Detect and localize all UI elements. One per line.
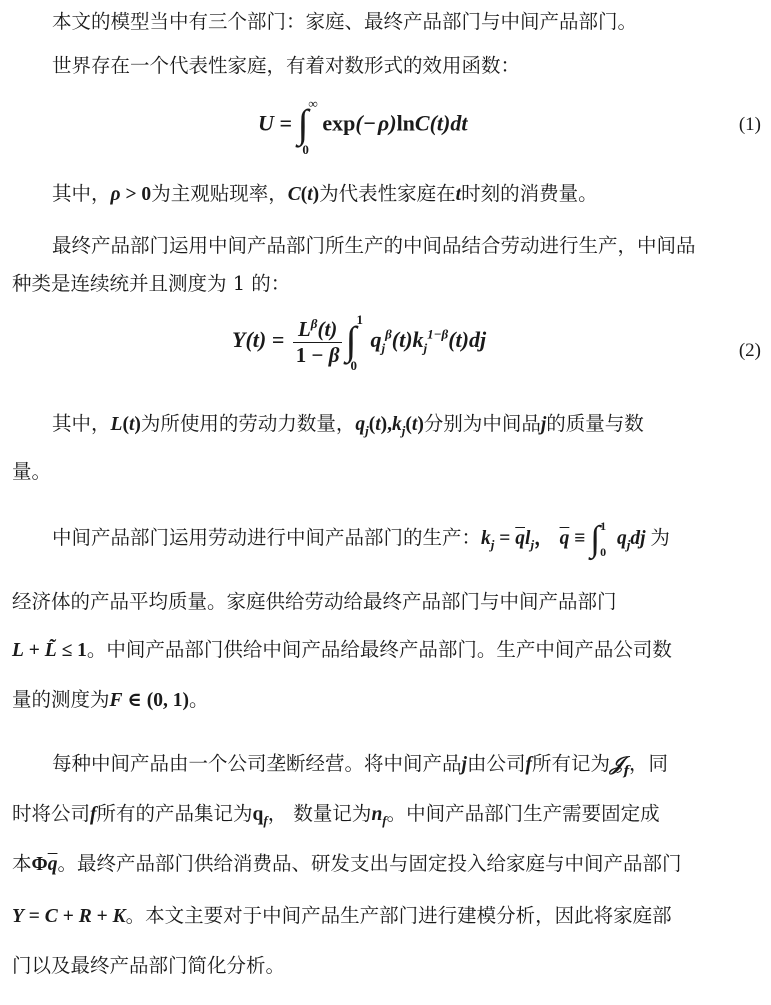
equation-2-number: (2) [738, 340, 761, 361]
paragraph-monopoly-l2: 时将公司f所有的产品集记为$q_f$， 数量记为$n_f$。中间产品部门生产需要固定成 [12, 802, 660, 828]
equation-1-body: U = ∫ ∞ 0 exp(− ρ)lnC(t)dt [258, 95, 468, 157]
text: 。最终产品部门供给消费品、研发支出与固定投入给家庭与中间产品部门 [57, 852, 682, 875]
math-consumption: C [287, 184, 301, 205]
equation-1 [0, 95, 771, 158]
text: 世界存在一个代表性家庭，有着对数形式的效用函数： [52, 54, 521, 77]
text: 。本文主要对于中间产品生产部门进行建模分析，因此将家庭部 [125, 904, 672, 927]
text: 为代表性家庭在 [319, 182, 456, 205]
text: 分别为中间品 [423, 412, 541, 435]
math-rho: ρ [110, 184, 121, 205]
paragraph-intermediate-l3: L + L̃ ≤ 1。中间产品部门供给中间产品给最终产品部门。生产中间产品公司数 [12, 638, 672, 661]
paragraph-monopoly-l1: 每种中间产品由一个公司垄断经营。将中间产品j由公司f所有记为𝒥$_f$，同 [52, 752, 669, 779]
text: 的质量与数 [546, 412, 644, 435]
paragraph-production-l2 [12, 270, 763, 298]
text: 门以及最终产品部门简化分析。 [12, 954, 286, 977]
text: 时刻的消费量。 [461, 182, 598, 205]
text: 每种中间产品由一个公司垄断经营。将中间产品 [52, 752, 462, 775]
text: ， 数量记为 [267, 802, 372, 825]
equation-1-number: (1) [738, 114, 761, 135]
paragraph-intermediate-l2 [12, 588, 763, 616]
text: ，同 [629, 752, 669, 775]
text: 时将公司 [12, 802, 91, 825]
text: 其中， [52, 412, 111, 435]
text: 。中间产品部门生产需要固定成 [386, 802, 660, 825]
paragraph-sectors [52, 8, 763, 36]
paragraph-intermediate-l4: 量的测度为F ∈ (0, 1)。 [12, 688, 209, 711]
text: 量的测度为 [12, 688, 110, 711]
paragraph-inputs-l1: 其中，L(t)为所使用的劳动力数量，$q_j(t),k_j(t)$分别为中间品j的质量与数 [52, 412, 644, 438]
paragraph-monopoly-l4: Y = C + R + K。本文主要对于中间产品生产部门进行建模分析，因此将家庭部 [12, 904, 672, 927]
paragraph-inputs-l2 [12, 458, 763, 486]
text: 所有的产品集记为 [96, 802, 253, 825]
text: 由公司 [466, 752, 526, 775]
paragraph-monopoly-l3: 本$\Phi\overline{q}$。最终产品部门供给消费品、研发支出与固定投入给家庭与中间产品部门 [12, 852, 682, 875]
text: 所有记为 [531, 752, 610, 775]
paragraph-production-l1 [52, 232, 763, 260]
equation-2-body: Y(t) = $\frac{L^\beta(t)}{1 - \beta}$ ∫ 1 0 $q_j^\beta(t)k_j^{1-\beta}(t)dj$ [232, 312, 487, 373]
text: 本 [12, 852, 32, 875]
text: 种类是连续统并且测度为 1 的： [12, 272, 291, 295]
paragraph-monopoly-l5 [12, 952, 763, 980]
paragraph-intermediate-l1: 中间产品部门运用劳动进行中间产品部门的生产：$k_j = \overline{q}l_j$， $\overline{q} \equiv \int^1_0$ $q_jdj$ 为 [52, 518, 670, 559]
text: 经济体的产品平均质量。家庭供给劳动给最终产品部门与中间产品部门 [12, 590, 617, 613]
equation-2 [0, 312, 771, 392]
text: 中间产品部门运用劳动进行中间产品部门的生产： [52, 526, 482, 549]
text: 为主观贴现率， [151, 182, 288, 205]
text: 。 [188, 688, 209, 711]
text: 其中， [52, 182, 111, 205]
text: 为所使用的劳动力数量， [140, 412, 356, 435]
text: 为 [650, 526, 670, 549]
text: 量。 [12, 460, 52, 483]
text: 。中间产品部门供给中间产品给最终产品部门。生产中间产品公司数 [86, 638, 672, 661]
paragraph-utility-def: 其中，ρ > 0为主观贴现率，C(t)为代表性家庭在t时刻的消费量。 [52, 182, 598, 205]
text: 最终产品部门运用中间产品部门所生产的中间品结合劳动进行生产，中间品 [52, 234, 696, 257]
text: 本文的模型当中有三个部门：家庭、最终产品部门与中间产品部门。 [52, 10, 638, 33]
paragraph-utility-intro [52, 52, 763, 80]
